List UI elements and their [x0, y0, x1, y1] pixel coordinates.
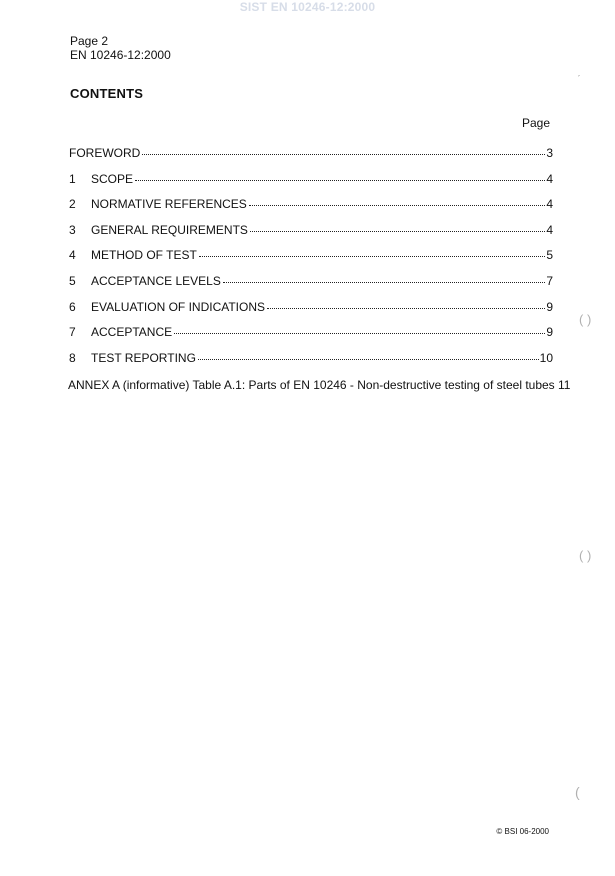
toc-entry-title: ACCEPTANCE LEVELS — [91, 273, 221, 288]
contents-title: CONTENTS — [70, 86, 144, 101]
toc-entry-number: 8 — [69, 350, 76, 365]
toc-entry-test-reporting[interactable] — [69, 351, 553, 377]
page-number-line: Page 2 — [70, 34, 109, 48]
toc-entry-number: 5 — [69, 273, 76, 288]
toc-entry-acceptance[interactable] — [69, 325, 553, 351]
toc-entry-general-requirements[interactable] — [69, 223, 553, 249]
watermark: SIST EN 10246-12:2000 — [239, 0, 376, 14]
toc-entry-scope[interactable] — [69, 172, 553, 198]
toc-leader-dots — [223, 282, 545, 283]
standard-number-line: EN 10246-12:2000 — [70, 48, 171, 62]
toc-entry-foreword[interactable] — [69, 146, 553, 172]
toc-entry-title: FOREWORD — [69, 146, 141, 160]
scan-artifact: ( ) — [579, 548, 592, 563]
toc-entry-title: TEST REPORTING — [91, 350, 196, 365]
toc-entry-number: 6 — [69, 299, 76, 314]
toc-entry-title: EVALUATION OF INDICATIONS — [91, 299, 266, 314]
toc-entry-evaluation-of-indications[interactable] — [69, 300, 553, 326]
toc-entry-page: 3 — [546, 146, 553, 160]
toc-entry-page: 10 — [539, 350, 553, 365]
toc-entry-page: 4 — [546, 222, 553, 237]
toc-entry-title: ACCEPTANCE — [91, 325, 173, 340]
toc-entry-title: SCOPE — [91, 171, 134, 186]
toc-entry-annex-a[interactable]: ANNEX A (informative) Table A.1: Parts of EN 10246 - Non-destructive testing of steel tubes 11 — [68, 378, 571, 393]
toc-leader-dots — [199, 256, 546, 257]
toc-entry-acceptance-levels[interactable] — [69, 274, 553, 300]
table-of-contents — [68, 146, 571, 394]
copyright-footer: © BSI 06-2000 — [496, 827, 549, 836]
toc-entry-page: 4 — [546, 197, 553, 212]
toc-entry-normative-references[interactable] — [69, 197, 553, 223]
page-header — [70, 34, 171, 62]
page-column-label: Page — [521, 116, 550, 130]
toc-entry-number: 2 — [69, 197, 76, 212]
toc-entry-number: 3 — [69, 222, 76, 237]
scan-artifact: ( ) — [579, 312, 592, 327]
toc-leader-dots — [250, 231, 545, 232]
toc-leader-dots — [249, 205, 546, 206]
toc-entry-title: GENERAL REQUIREMENTS — [91, 222, 248, 237]
toc-entry-page: 9 — [546, 325, 553, 340]
toc-leader-dots — [142, 154, 545, 155]
toc-leader-dots — [198, 359, 539, 360]
scan-artifact: ˊ — [577, 74, 581, 86]
toc-entry-page: 9 — [546, 299, 553, 314]
toc-entry-page: 5 — [546, 248, 553, 263]
toc-leader-dots — [267, 308, 545, 309]
toc-leader-dots — [174, 333, 545, 334]
toc-entry-page: 4 — [546, 171, 553, 186]
scan-artifact: ( — [575, 784, 580, 800]
toc-entry-page: 7 — [546, 273, 553, 288]
toc-entry-number: 1 — [69, 171, 76, 186]
toc-entry-title: NORMATIVE REFERENCES — [91, 197, 247, 212]
toc-entry-number: 7 — [69, 325, 76, 340]
toc-leader-dots — [135, 180, 545, 181]
toc-entry-number: 4 — [69, 248, 76, 263]
toc-entry-method-of-test[interactable] — [69, 248, 553, 274]
toc-entry-title: METHOD OF TEST — [91, 248, 197, 263]
